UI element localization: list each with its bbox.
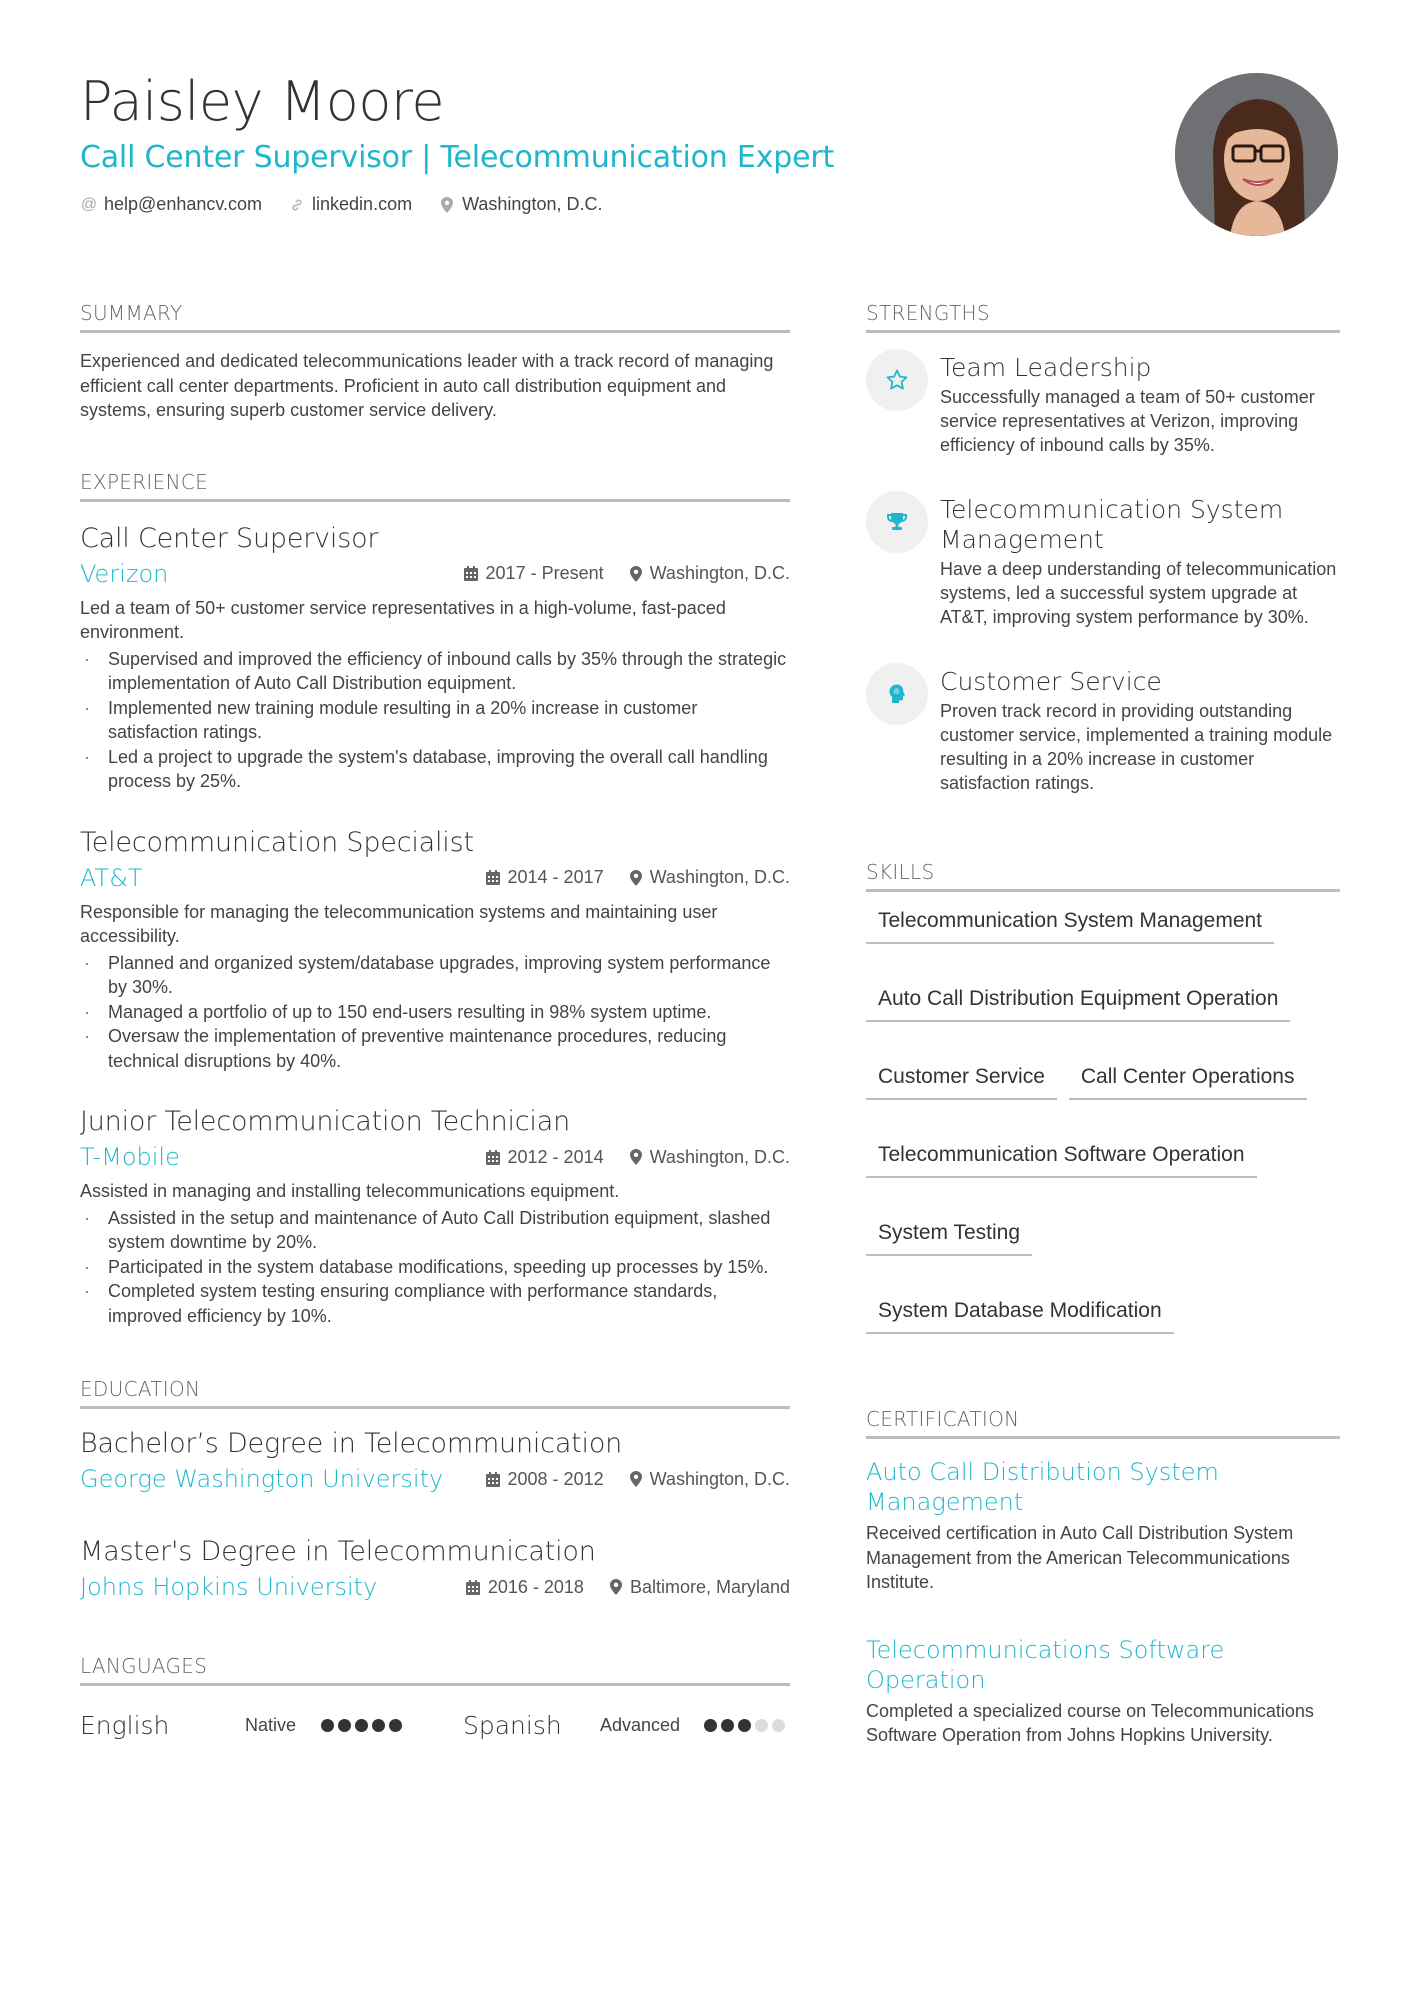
rating-dot-filled — [738, 1719, 751, 1732]
strength-item — [866, 353, 1340, 457]
contact-location-text: Washington, D.C. — [462, 194, 603, 214]
section-divider — [80, 1406, 790, 1409]
degree-title: Master's Degree in Telecommunication — [80, 1536, 596, 1567]
job-location — [630, 867, 790, 888]
education-location — [610, 1577, 790, 1598]
section-heading-education: EDUCATION — [80, 1377, 201, 1401]
link-icon — [288, 198, 306, 212]
strength-description: Proven track record in providing outstanding customer service, implemented a training module resulting in a 20% increase in customer satisfaction ratings. — [940, 701, 1333, 793]
certification-description: Completed a specialized course on Telecommunications Software Operation from Johns Hopkins University. — [866, 1700, 1314, 1745]
certification-item — [866, 1457, 1340, 1595]
rating-dot-empty — [772, 1719, 785, 1732]
skill-tag: Customer Service — [866, 1064, 1057, 1100]
job-meta — [486, 1147, 790, 1168]
skill-tag: System Database Modification — [866, 1298, 1174, 1334]
job-bullet: · Participated in the system database modifications, speeding up processes by 15%. — [84, 1256, 769, 1277]
section-heading-experience: EXPERIENCE — [80, 469, 209, 494]
contact-linkedin-text: linkedin.com — [312, 194, 413, 214]
section-divider — [80, 1683, 790, 1686]
school-name: Johns Hopkins University — [80, 1573, 378, 1601]
location-icon — [630, 566, 642, 582]
experience-item — [80, 522, 790, 794]
rating-dot-filled — [704, 1719, 717, 1732]
language-name: English — [80, 1710, 170, 1740]
section-divider — [80, 499, 790, 502]
calendar-icon — [486, 870, 500, 885]
job-dates — [486, 867, 604, 888]
job-title: Junior Telecommunication Technician — [80, 1106, 570, 1137]
job-bullet: · Assisted in the setup and maintenance of Auto Call Distribution equipment, slashed system downtime by 20%. — [84, 1207, 771, 1252]
section-divider — [80, 330, 790, 333]
experience-section — [80, 469, 790, 1329]
job-meta-row — [80, 558, 790, 590]
summary-section — [80, 300, 790, 423]
experience-item — [80, 1105, 790, 1328]
job-dates-text: 2012 - 2014 — [507, 1146, 604, 1167]
job-bullet: · Led a project to upgrade the system's database, improving the overall call handling process by 25%. — [84, 746, 768, 791]
job-bullets — [80, 647, 790, 794]
strength-title: Customer Service — [940, 667, 1162, 696]
strength-item — [866, 495, 1340, 629]
education-dates-text: 2016 - 2018 — [487, 1576, 584, 1597]
job-description: Led a team of 50+ customer service representatives in a high-volume, fast-paced environment. — [80, 597, 726, 642]
job-title: Telecommunication Specialist — [80, 826, 474, 858]
strength-body — [940, 667, 1340, 795]
contact-location — [438, 194, 602, 215]
education-item — [80, 1427, 790, 1495]
skills-list — [866, 908, 1340, 1334]
language-name: Spanish — [463, 1710, 562, 1740]
job-dates — [464, 563, 604, 584]
skill-tag: System Testing — [866, 1220, 1032, 1256]
education-location-text: Baltimore, Maryland — [629, 1576, 790, 1597]
job-bullet: · Managed a portfolio of up to 150 end-users resulting in 98% system uptime. — [84, 1001, 712, 1022]
education-meta — [466, 1577, 790, 1598]
rating-dot-filled — [338, 1719, 351, 1732]
section-heading-strengths: STRENGTHS — [866, 301, 990, 325]
job-bullet: · Implemented new training module resulting in a 20% increase in customer satisfaction ratings. — [84, 697, 698, 742]
job-dates-text: 2014 - 2017 — [507, 867, 604, 887]
section-heading-summary: SUMMARY — [80, 301, 183, 325]
calendar-icon — [464, 566, 478, 581]
certification-title: Auto Call Distribution System Management — [866, 1458, 1219, 1516]
strength-description: Have a deep understanding of telecommunication systems, led a successful system upgrade at AT&T, improving system performance by 30%. — [940, 559, 1337, 627]
education-location — [630, 1469, 790, 1490]
education-item — [80, 1535, 790, 1603]
job-meta-row — [80, 862, 790, 894]
degree-title: Bachelor’s Degree in Telecommunication — [80, 1428, 623, 1459]
job-location-text: Washington, D.C. — [649, 563, 790, 583]
job-bullet: · Supervised and improved the efficiency of inbound calls by 35% through the strategic implementation of Auto Call Distribution equipment. — [84, 648, 787, 693]
contact-email[interactable] — [80, 194, 262, 215]
resume-header — [80, 70, 1130, 215]
job-dates — [486, 1147, 604, 1168]
job-description: Assisted in managing and installing telecommunications equipment. — [80, 1181, 620, 1201]
job-location-text: Washington, D.C. — [649, 1146, 790, 1167]
candidate-name: Paisley Moore — [80, 70, 445, 133]
education-meta — [486, 1469, 790, 1490]
location-icon — [610, 1579, 622, 1595]
contact-list — [80, 194, 1130, 215]
certification-description: Received certification in Auto Call Distribution System Management from the American Telecommunications Institute. — [866, 1523, 1294, 1592]
skill-tag: Telecommunication Software Operation — [866, 1142, 1257, 1178]
language-level: Native — [245, 1714, 297, 1735]
summary-text: Experienced and dedicated telecommunications leader with a track record of managing efficient call center departments. Proficient in auto call distribution equipment and systems, ensuring superb customer service delivery. — [80, 351, 774, 420]
language-rating — [321, 1719, 463, 1732]
candidate-title: Call Center Supervisor | Telecommunication Expert — [80, 140, 835, 175]
avatar — [1175, 73, 1338, 236]
section-heading-certification: CERTIFICATION — [866, 1407, 1020, 1431]
strength-description: Successfully managed a team of 50+ customer service representatives at Verizon, improving efficiency of inbound calls by 35%. — [940, 387, 1315, 455]
certification-title: Telecommunications Software Operation — [866, 1635, 1225, 1694]
languages-section — [80, 1653, 790, 1742]
calendar-icon — [486, 1150, 500, 1165]
company-name: Verizon — [80, 559, 169, 588]
star-icon — [866, 349, 928, 411]
job-meta — [464, 563, 790, 584]
languages-row — [80, 1708, 790, 1742]
school-name: George Washington University — [80, 1465, 444, 1493]
at-icon: @ — [80, 195, 98, 213]
location-icon — [438, 197, 456, 213]
strength-body — [940, 495, 1340, 629]
education-dates-text: 2008 - 2012 — [507, 1468, 604, 1489]
strength-body — [940, 353, 1340, 457]
rating-dot-filled — [389, 1719, 402, 1732]
skill-tag: Telecommunication System Management — [866, 908, 1274, 944]
head-brain-icon — [866, 663, 928, 725]
education-location-text: Washington, D.C. — [649, 1468, 790, 1489]
experience-item — [80, 826, 790, 1074]
company-name: AT&T — [80, 863, 143, 892]
rating-dot-filled — [721, 1719, 734, 1732]
job-bullets — [80, 1206, 790, 1329]
company-name: T-Mobile — [80, 1143, 180, 1171]
right-column — [866, 300, 1340, 1748]
strength-title: Telecommunication System Management — [940, 495, 1284, 554]
strength-title: Team Leadership — [940, 353, 1152, 382]
calendar-icon — [466, 1580, 480, 1595]
education-section — [80, 1376, 790, 1603]
job-bullet: · Completed system testing ensuring compliance with performance standards, improved efficiency by 10%. — [84, 1281, 718, 1326]
language-rating — [704, 1719, 785, 1732]
strength-item — [866, 667, 1340, 795]
skill-tag: Call Center Operations — [1069, 1064, 1307, 1100]
job-title: Call Center Supervisor — [80, 522, 379, 554]
section-divider — [866, 330, 1340, 333]
strengths-section — [866, 300, 1340, 795]
certification-item — [866, 1635, 1340, 1748]
language-level: Advanced — [600, 1714, 681, 1735]
rating-dot-empty — [755, 1719, 768, 1732]
calendar-icon — [486, 1472, 500, 1487]
job-bullets — [80, 951, 790, 1074]
profile-photo — [1175, 73, 1338, 236]
rating-dot-filled — [355, 1719, 368, 1732]
job-bullet: · Oversaw the implementation of preventive maintenance procedures, reducing technical disruptions by 40%. — [84, 1026, 727, 1071]
job-bullet: · Planned and organized system/database upgrades, improving system performance by 30%. — [84, 952, 771, 997]
section-heading-skills: SKILLS — [866, 860, 935, 884]
left-column — [80, 300, 790, 1742]
job-description: Responsible for managing the telecommunication systems and maintaining user accessibility. — [80, 901, 718, 946]
education-meta-row — [80, 1463, 790, 1495]
education-meta-row — [80, 1571, 790, 1603]
rating-dot-filled — [321, 1719, 334, 1732]
location-icon — [630, 870, 642, 886]
location-icon — [630, 1471, 642, 1487]
education-dates — [466, 1577, 584, 1598]
job-dates-text: 2017 - Present — [485, 563, 604, 583]
job-meta — [486, 867, 790, 888]
section-heading-languages: LANGUAGES — [80, 1654, 208, 1678]
skill-tag: Auto Call Distribution Equipment Operation — [866, 986, 1290, 1022]
job-location — [630, 1147, 790, 1168]
job-location-text: Washington, D.C. — [649, 867, 790, 887]
job-meta-row — [80, 1141, 790, 1173]
contact-email-text: help@enhancv.com — [104, 194, 263, 214]
education-dates — [486, 1469, 604, 1490]
section-divider — [866, 889, 1340, 892]
skills-section — [866, 859, 1340, 1334]
job-location — [630, 563, 790, 584]
rating-dot-filled — [372, 1719, 385, 1732]
location-icon — [630, 1149, 642, 1165]
section-divider — [866, 1436, 1340, 1439]
contact-linkedin[interactable] — [288, 194, 412, 215]
certification-section — [866, 1406, 1340, 1748]
trophy-icon — [866, 491, 928, 553]
